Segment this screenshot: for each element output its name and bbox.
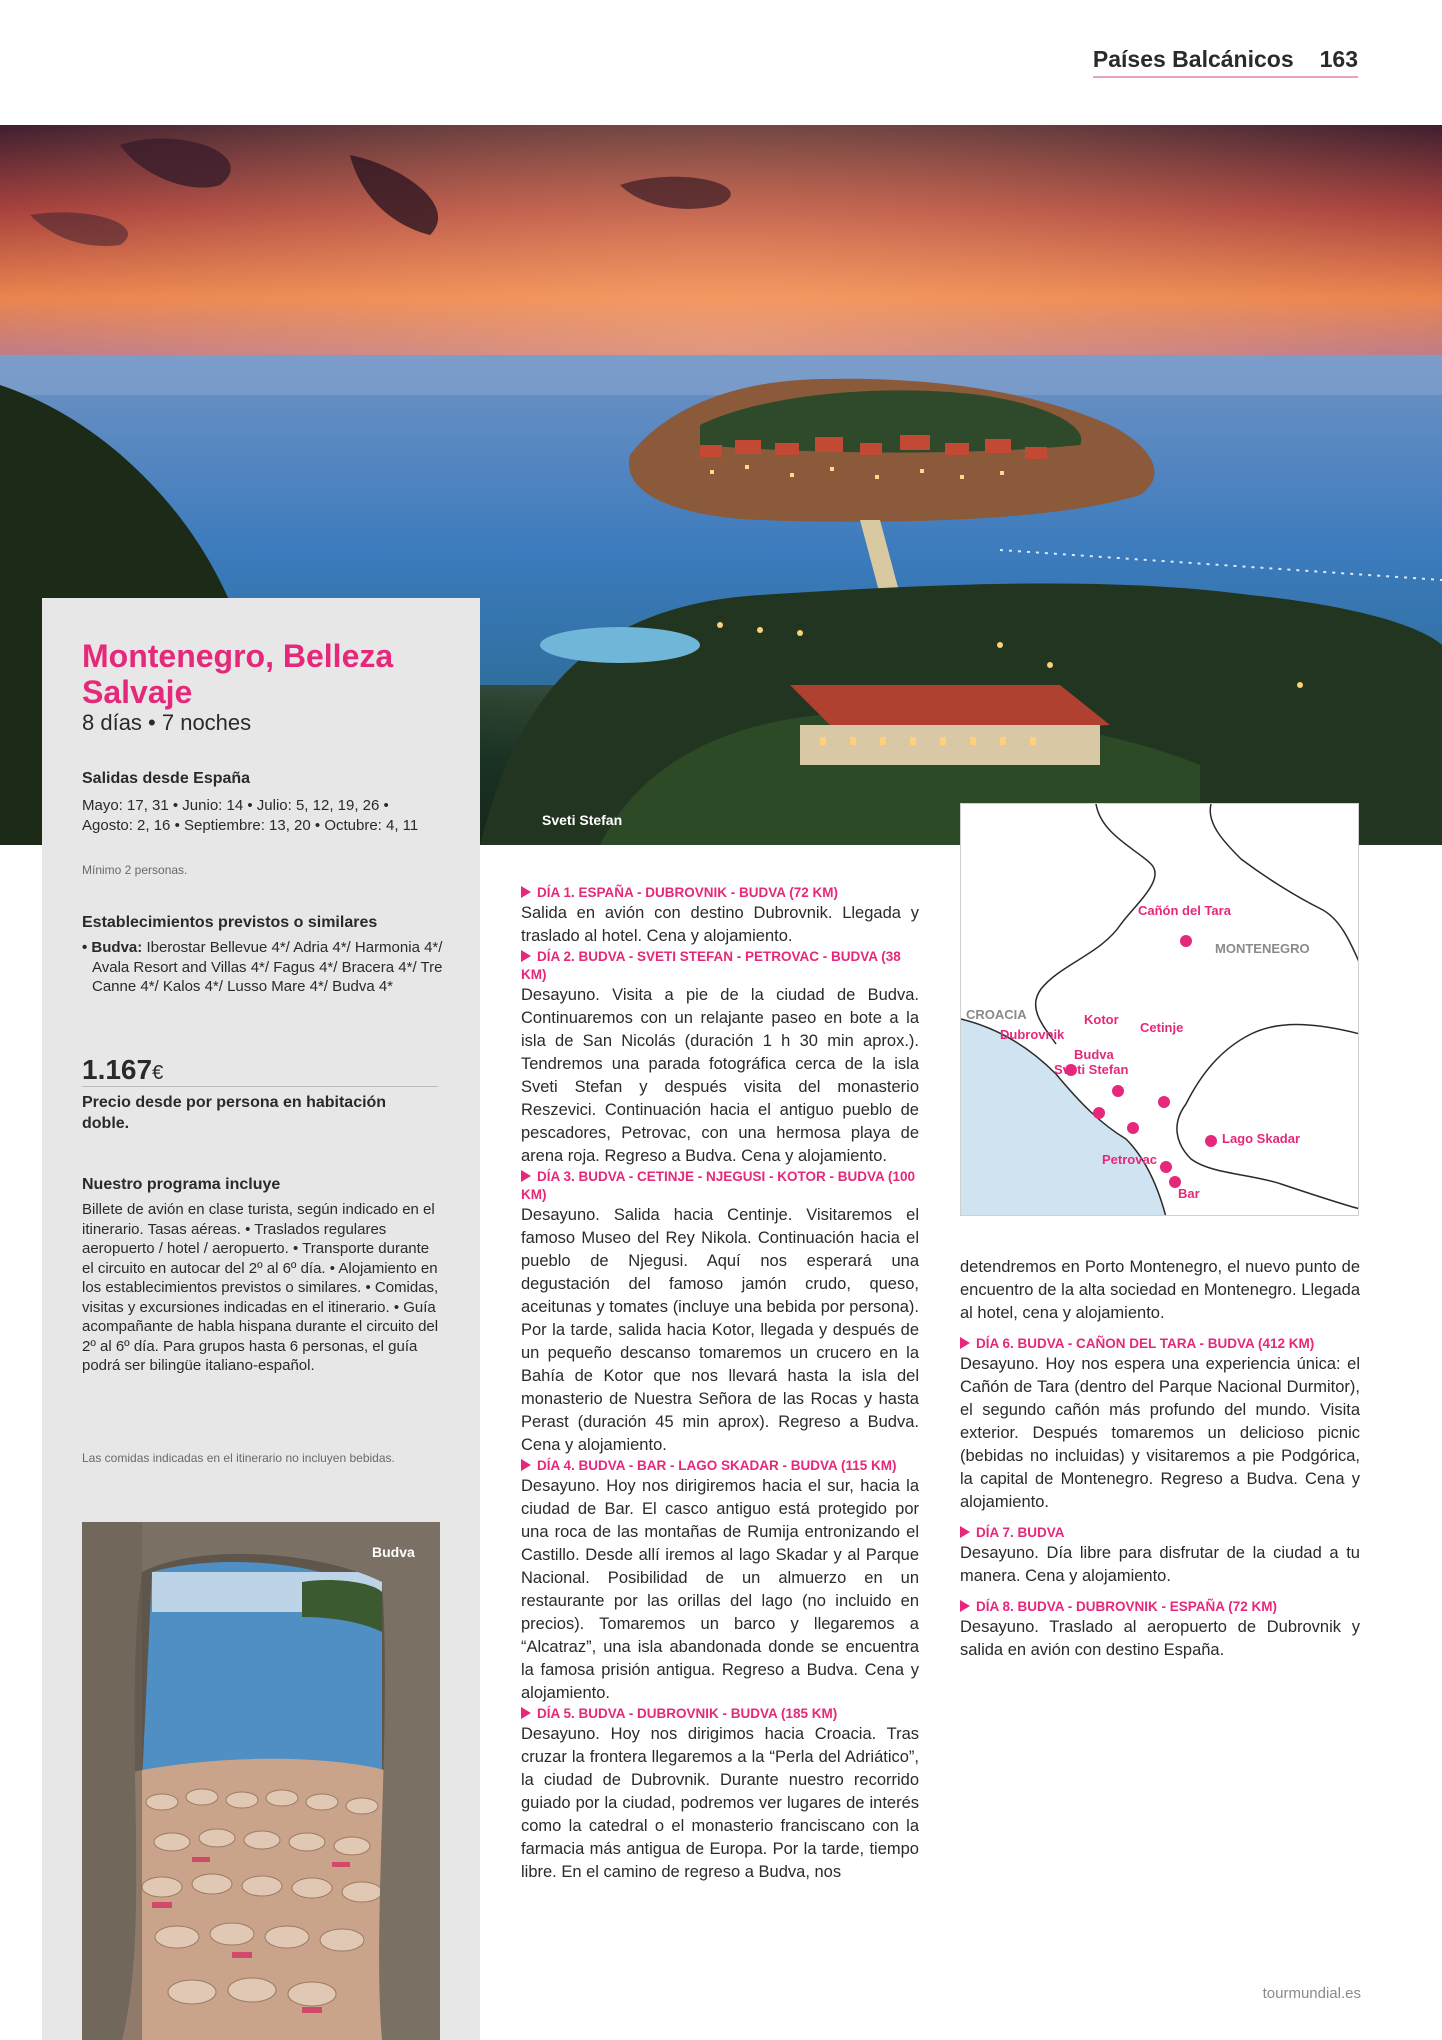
day-text: Desayuno. Hoy nos dirigiremos hacia el sur, hacia la ciudad de Bar. El casco antiguo está protegido por una roca de las montañas de Rumija entronizando el Castillo. Desde allí iremos al lago Skadar y al Parque Nacional. Posibilidad de un almuerzo en un restaurante por las orillas del lago (no incluido en precios). Tomaremos un barco y llegaremos a “Alcatraz”, una isla abandonada donde se encuentra la famosa prisión antigua. Regreso a Budva. Cena y alojamiento. <box>521 1477 919 1702</box>
map-label-montenegro: MONTENEGRO <box>1215 941 1310 956</box>
itinerary-day <box>521 948 919 1168</box>
day-text: Desayuno. Hoy nos espera una experiencia única: el Cañón de Tara (dentro del Parque Nacional Durmitor), el segundo cañón más profundo del mundo. Visita exterior. Después tomaremos un delicioso picnic (bebidas no incluidas) y visitaremos a pie Podgórica, la capital de Montenegro. Regreso a Budva. Cena y alojamiento. <box>960 1355 1360 1511</box>
day-arrow-icon <box>521 886 531 898</box>
itinerary-day <box>960 1524 1360 1588</box>
price-note: Precio desde por persona en habitación doble. <box>82 1094 387 1132</box>
section-title: Países Balcánicos <box>1092 46 1294 72</box>
departures-heading: Salidas desde España <box>82 770 251 787</box>
departures-dates: Mayo: 17, 31 • Junio: 14 • Julio: 5, 12, 19, 26 • Agosto: 2, 16 • Septiembre: 13, 20 • Octubre: 4, 11 <box>82 797 419 834</box>
itinerary-day <box>960 1335 1360 1514</box>
route-map <box>960 803 1359 1216</box>
day-title: DÍA 1. ESPAÑA - DUBROVNIK - BUDVA (72 KM) <box>537 885 839 900</box>
map-label-kotor: Kotor <box>1084 1012 1119 1027</box>
itinerary-column-1 <box>521 884 919 1884</box>
map-label-croacia: CROACIA <box>966 1007 1027 1022</box>
day-title: DÍA 7. BUDVA <box>976 1525 1065 1540</box>
map-label-lago-skadar: Lago Skadar <box>1222 1131 1301 1146</box>
map-label-petrovac: Petrovac <box>1102 1152 1157 1167</box>
itinerary-day <box>960 1598 1360 1662</box>
running-head <box>1093 46 1358 73</box>
day-arrow-icon <box>521 1707 531 1719</box>
day-title: DÍA 8. BUDVA - DUBROVNIK - ESPAÑA (72 KM) <box>976 1599 1278 1614</box>
program-text: Billete de avión en clase turista, según indicado en el itinerario. Tasas aéreas. • Traslados regulares aeropuerto / hotel / aeropuerto. • Transporte durante el circuito en autocar del 2º al 6º día. • Alojamiento en los establecimientos previstos o similares. • Comidas, visitas y excursiones indicadas en el itinerario. • Guía acompañante de habla hispana durante el circuito del 2º al 6º día. Para grupos hasta 6 personas, el guía podrá ser bilingüe italiano-español. <box>82 1201 439 1374</box>
trip-duration: 8 días • 7 noches <box>82 710 252 735</box>
day-title: DÍA 5. BUDVA - DUBROVNIK - BUDVA (185 KM) <box>537 1706 838 1721</box>
map-label-canon-tara: Cañón del Tara <box>1138 903 1231 918</box>
trip-title: Montenegro, Belleza Salvaje <box>82 638 394 710</box>
meals-note: Las comidas indicadas en el itinerario no incluyen bebidas. <box>82 1451 395 1465</box>
map-label-budva: Budva <box>1074 1047 1114 1062</box>
hero-caption: Sveti Stefan <box>542 812 623 828</box>
program-block <box>82 1176 444 1376</box>
budva-caption: Budva <box>372 1544 415 1560</box>
departures-block <box>82 770 442 835</box>
hotels-heading: Establecimientos previstos o similares <box>82 914 378 931</box>
day-text: Desayuno. Traslado al aeropuerto de Dubrovnik y salida en avión con destino España. <box>960 1618 1360 1659</box>
hotels-names: Iberostar Bellevue 4*/ Adria 4*/ Harmonia 4*/ Avala Resort and Villas 4*/ Fagus 4*/ Bracera 4*/ Tre Canne 4*/ Kalos 4*/ Lusso Mare 4*/ Budva 4* <box>92 939 443 995</box>
footer-url: tourmundial.es <box>1262 1985 1361 2002</box>
page-number: 163 <box>1319 46 1358 72</box>
map-label-cetinje: Cetinje <box>1140 1020 1184 1035</box>
day-arrow-icon <box>521 1459 531 1471</box>
price-divider <box>82 1086 438 1087</box>
day-arrow-icon <box>960 1526 970 1538</box>
price-currency: € <box>152 1062 164 1084</box>
map-label-bar: Bar <box>1178 1186 1200 1201</box>
day-arrow-icon <box>521 950 531 962</box>
hotels-list <box>82 938 444 997</box>
day-arrow-icon <box>960 1600 970 1612</box>
budva-illustration <box>82 1522 440 2040</box>
itinerary-day <box>521 1705 919 1884</box>
day-text: Desayuno. Salida hacia Centinje. Visitaremos el famoso Museo del Rey Nikola. Continuación hacia el pueblo de Njegusi. Aquí nos esperará una degustación del famoso jamón crudo, queso, aceitunas y tomates (incluye una bebida por persona). Por la tarde, salida hacia Kotor, llegada y después de un pequeño descanso tomaremos un crucero en la Bahía de Kotor que nos llevará hasta la isla del monasterio de Nuestra Señora de las Rocas y hasta Perast (duración 45 min aprox). Regreso a Budva. Cena y alojamiento. <box>521 1206 919 1454</box>
itinerary-day <box>521 1168 919 1457</box>
header-rule <box>1093 76 1358 78</box>
day-title: DÍA 3. BUDVA - CETINJE - NJEGUSI - KOTOR - BUDVA (100 KM) <box>521 1169 916 1202</box>
day-text: Desayuno. Visita a pie de la ciudad de Budva. Continuaremos con un relajante paseo en bote a la isla de San Nicolás (duración 1 h 30 min aprox.). Tendremos una parada fotográfica cerca de la isla Sveti Stefan y después visita del monasterio Reszevici. Continuación hacia el antiguo pueblo de pescadores, Petrovac, con una hermosa playa de arena roja. Regreso a Budva. Cena y alojamiento. <box>521 986 919 1165</box>
map-label-dubrovnik: Dubrovnik <box>1000 1027 1065 1042</box>
itinerary-day <box>521 884 919 948</box>
itinerary-column-2 <box>960 1256 1360 1662</box>
day-arrow-icon <box>960 1337 970 1349</box>
map-label-sveti-stefan: Sveti Stefan <box>1054 1062 1129 1077</box>
day-title: DÍA 4. BUDVA - BAR - LAGO SKADAR - BUDVA (115 KM) <box>537 1458 897 1473</box>
hotels-block <box>82 914 444 997</box>
day-text: Desayuno. Día libre para disfrutar de la ciudad a tu manera. Cena y alojamiento. <box>960 1544 1360 1585</box>
day-title: DÍA 6. BUDVA - CAÑON DEL TARA - BUDVA (412 KM) <box>976 1336 1315 1351</box>
day-text: Desayuno. Hoy nos dirigimos hacia Croacia. Tras cruzar la frontera llegaremos a la “Perla del Adriático”, la ciudad de Dubrovnik. Durante nuestro recorrido guiado por la ciudad, podremos ver lugares de interés como la catedral o el monasterio franciscano con la farmacia más antigua de Europa. Por la tarde, tiempo libre. En el camino de regreso a Budva, nos <box>521 1725 919 1881</box>
itinerary-day <box>521 1457 919 1705</box>
day-arrow-icon <box>521 1170 531 1182</box>
day-text: Salida en avión con destino Dubrovnik. Llegada y traslado al hotel. Cena y alojamiento. <box>521 904 919 945</box>
day-title: DÍA 2. BUDVA - SVETI STEFAN - PETROVAC - BUDVA (38 KM) <box>521 949 901 982</box>
day-5-continuation: detendremos en Porto Montenegro, el nuevo punto de encuentro de la alta sociedad en Montenegro. Llegada al hotel, cena y alojamiento. <box>960 1258 1360 1322</box>
minimum-persons: Mínimo 2 personas. <box>82 863 188 877</box>
price-amount: 1.167 <box>82 1054 153 1085</box>
program-heading: Nuestro programa incluye <box>82 1176 281 1193</box>
hotels-city: • Budva: <box>82 939 143 956</box>
budva-photo <box>82 1522 440 2040</box>
price <box>82 1054 163 1086</box>
